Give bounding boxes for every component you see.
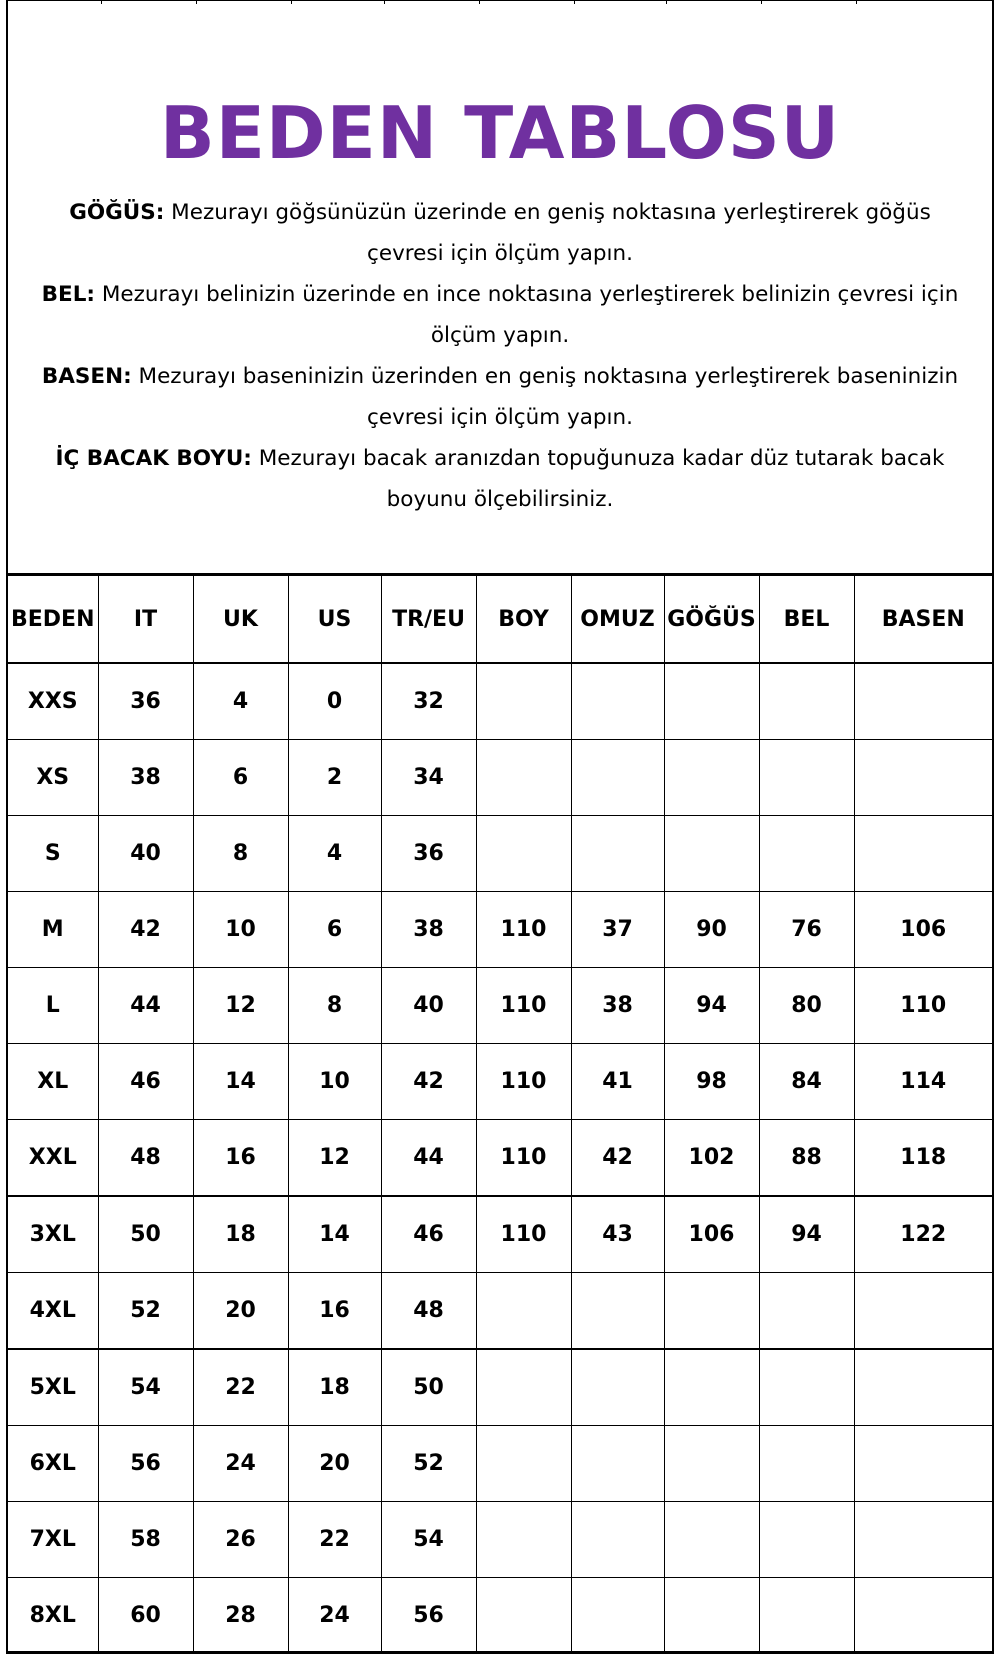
table-cell: 114 [854,1044,992,1120]
table-cell: 36 [98,663,193,740]
table-row [8,968,992,1044]
table-row [8,1578,992,1654]
table-cell: 38 [571,968,664,1044]
table-cell [571,740,664,816]
table-cell [571,1273,664,1350]
table-cell: 6 [288,892,381,968]
size-label-cell: M [8,892,98,968]
size-label-cell: 3XL [8,1196,98,1273]
table-cell: 10 [193,892,288,968]
size-label-cell: L [8,968,98,1044]
table-cell: 46 [98,1044,193,1120]
table-cell [759,740,854,816]
table-cell: 90 [664,892,759,968]
column-header-omuz: OMUZ [571,575,664,664]
table-cell: 28 [193,1578,288,1654]
table-cell: 50 [381,1349,476,1426]
instruction-line-continued: boyunu ölçebilirsiniz. [386,487,614,512]
header-section [8,0,992,573]
table-body [8,663,992,1654]
table-cell: 52 [381,1426,476,1502]
table-cell: 110 [476,892,571,968]
instruction-label: BASEN: [41,364,132,389]
table-header-row [8,575,992,664]
instruction-line [12,274,988,315]
table-row [8,663,992,740]
instruction-line [12,438,988,479]
table-cell: 38 [381,892,476,968]
table-cell: 76 [759,892,854,968]
table-cell [759,816,854,892]
table-cell: 38 [98,740,193,816]
table-cell: 2 [288,740,381,816]
table-cell: 46 [381,1196,476,1273]
table-cell: 20 [193,1273,288,1350]
table-cell [476,1426,571,1502]
table-cell: 16 [288,1273,381,1350]
column-header-bel: BEL [759,575,854,664]
instruction-label: BEL: [41,282,96,307]
table-cell [476,1502,571,1578]
table-cell [571,1349,664,1426]
table-cell: 18 [288,1349,381,1426]
table-cell: 26 [193,1502,288,1578]
instruction-line [12,356,988,397]
table-cell: 52 [98,1273,193,1350]
size-label-cell: XS [8,740,98,816]
measurement-instructions [12,192,988,520]
table-cell: 42 [98,892,193,968]
table-cell [759,1273,854,1350]
table-cell [759,1349,854,1426]
table-cell: 102 [664,1120,759,1197]
table-cell: 14 [288,1196,381,1273]
column-header-uk: UK [193,575,288,664]
size-label-cell: 5XL [8,1349,98,1426]
table-cell [759,1578,854,1654]
table-cell: 80 [759,968,854,1044]
table-cell: 42 [571,1120,664,1197]
column-header-basen: BASEN [854,575,992,664]
table-cell: 106 [664,1196,759,1273]
table-cell [664,740,759,816]
table-cell: 8 [193,816,288,892]
page-title: BEDEN TABLOSU [159,91,841,175]
table-row [8,892,992,968]
size-chart-sheet [6,0,994,1654]
size-label-cell: 8XL [8,1578,98,1654]
table-cell [571,1502,664,1578]
table-cell [664,816,759,892]
table-cell: 34 [381,740,476,816]
table-cell [664,1273,759,1350]
table-cell [571,1426,664,1502]
table-cell: 58 [98,1502,193,1578]
table-cell: 43 [571,1196,664,1273]
table-row [8,740,992,816]
table-cell [664,1349,759,1426]
table-cell [854,1349,992,1426]
column-header-beden: BEDEN [8,575,98,664]
size-label-cell: 7XL [8,1502,98,1578]
table-cell [759,1502,854,1578]
table-cell: 56 [98,1426,193,1502]
table-cell [854,1426,992,1502]
column-header-boy: BOY [476,575,571,664]
instruction-text: Mezurayı göğsünüzün üzerinde en geniş noktasına yerleştirerek göğüs [164,200,931,225]
size-label-cell: 6XL [8,1426,98,1502]
table-cell: 22 [193,1349,288,1426]
table-cell: 118 [854,1120,992,1197]
instruction-line-continued: çevresi için ölçüm yapın. [367,405,633,430]
instruction-label: GÖĞÜS: [69,200,165,225]
instruction-line [12,192,988,233]
size-label-cell: XXL [8,1120,98,1197]
table-cell [759,663,854,740]
table-cell: 106 [854,892,992,968]
table-cell: 4 [288,816,381,892]
table-cell: 10 [288,1044,381,1120]
table-cell [854,740,992,816]
table-cell [476,1349,571,1426]
table-cell: 36 [381,816,476,892]
table-row [8,1349,992,1426]
table-cell: 44 [381,1120,476,1197]
column-header-it: IT [98,575,193,664]
table-cell [854,663,992,740]
table-cell [476,1273,571,1350]
table-cell [854,1502,992,1578]
table-row [8,1273,992,1350]
table-cell [854,1273,992,1350]
table-cell: 40 [381,968,476,1044]
table-row [8,1120,992,1197]
table-cell: 40 [98,816,193,892]
table-cell: 44 [98,968,193,1044]
instruction-line-continued: ölçüm yapın. [430,323,570,348]
table-cell [759,1426,854,1502]
table-cell: 24 [288,1578,381,1654]
table-row [8,1044,992,1120]
table-cell: 94 [664,968,759,1044]
size-label-cell: XXS [8,663,98,740]
instruction-label: İÇ BACAK BOYU: [55,446,252,471]
table-cell [476,816,571,892]
instruction-text: Mezurayı belinizin üzerinde en ince noktasına yerleştirerek belinizin çevresi için [95,282,959,307]
table-cell [854,816,992,892]
table-cell: 14 [193,1044,288,1120]
table-cell: 88 [759,1120,854,1197]
table-cell: 50 [98,1196,193,1273]
table-cell: 84 [759,1044,854,1120]
table-cell: 18 [193,1196,288,1273]
table-cell: 110 [476,968,571,1044]
table-cell: 48 [381,1273,476,1350]
size-label-cell: S [8,816,98,892]
instruction-text: Mezurayı bacak aranızdan topuğunuza kadar düz tutarak bacak [251,446,945,471]
instruction-text: Mezurayı baseninizin üzerinden en geniş noktasına yerleştirerek baseninizin [131,364,959,389]
table-cell: 48 [98,1120,193,1197]
table-row [8,1502,992,1578]
table-cell [664,663,759,740]
table-cell [476,663,571,740]
table-cell: 110 [476,1120,571,1197]
column-header-tr-eu: TR/EU [381,575,476,664]
table-cell: 110 [476,1196,571,1273]
column-header-us: US [288,575,381,664]
table-cell: 24 [193,1426,288,1502]
table-cell: 6 [193,740,288,816]
table-cell: 56 [381,1578,476,1654]
table-cell: 12 [288,1120,381,1197]
table-cell: 60 [98,1578,193,1654]
table-cell: 12 [193,968,288,1044]
table-cell [571,663,664,740]
table-row [8,816,992,892]
size-label-cell: XL [8,1044,98,1120]
table-cell: 8 [288,968,381,1044]
table-row [8,1426,992,1502]
table-cell [571,1578,664,1654]
table-cell [854,1578,992,1654]
table-cell: 22 [288,1502,381,1578]
table-cell: 122 [854,1196,992,1273]
table-cell [664,1502,759,1578]
table-cell: 98 [664,1044,759,1120]
table-cell: 0 [288,663,381,740]
table-cell [476,1578,571,1654]
table-cell: 32 [381,663,476,740]
table-cell [476,740,571,816]
table-cell: 37 [571,892,664,968]
size-table [8,573,992,1654]
table-cell: 20 [288,1426,381,1502]
table-cell [664,1578,759,1654]
table-cell: 94 [759,1196,854,1273]
table-cell: 4 [193,663,288,740]
table-cell: 110 [476,1044,571,1120]
table-cell [571,816,664,892]
table-row [8,1196,992,1273]
table-cell: 16 [193,1120,288,1197]
table-cell [664,1426,759,1502]
table-cell: 42 [381,1044,476,1120]
size-label-cell: 4XL [8,1273,98,1350]
column-header-göğüs: GÖĞÜS [664,575,759,664]
table-cell: 54 [98,1349,193,1426]
table-cell: 41 [571,1044,664,1120]
table-cell: 110 [854,968,992,1044]
table-cell: 54 [381,1502,476,1578]
instruction-line-continued: çevresi için ölçüm yapın. [367,241,633,266]
